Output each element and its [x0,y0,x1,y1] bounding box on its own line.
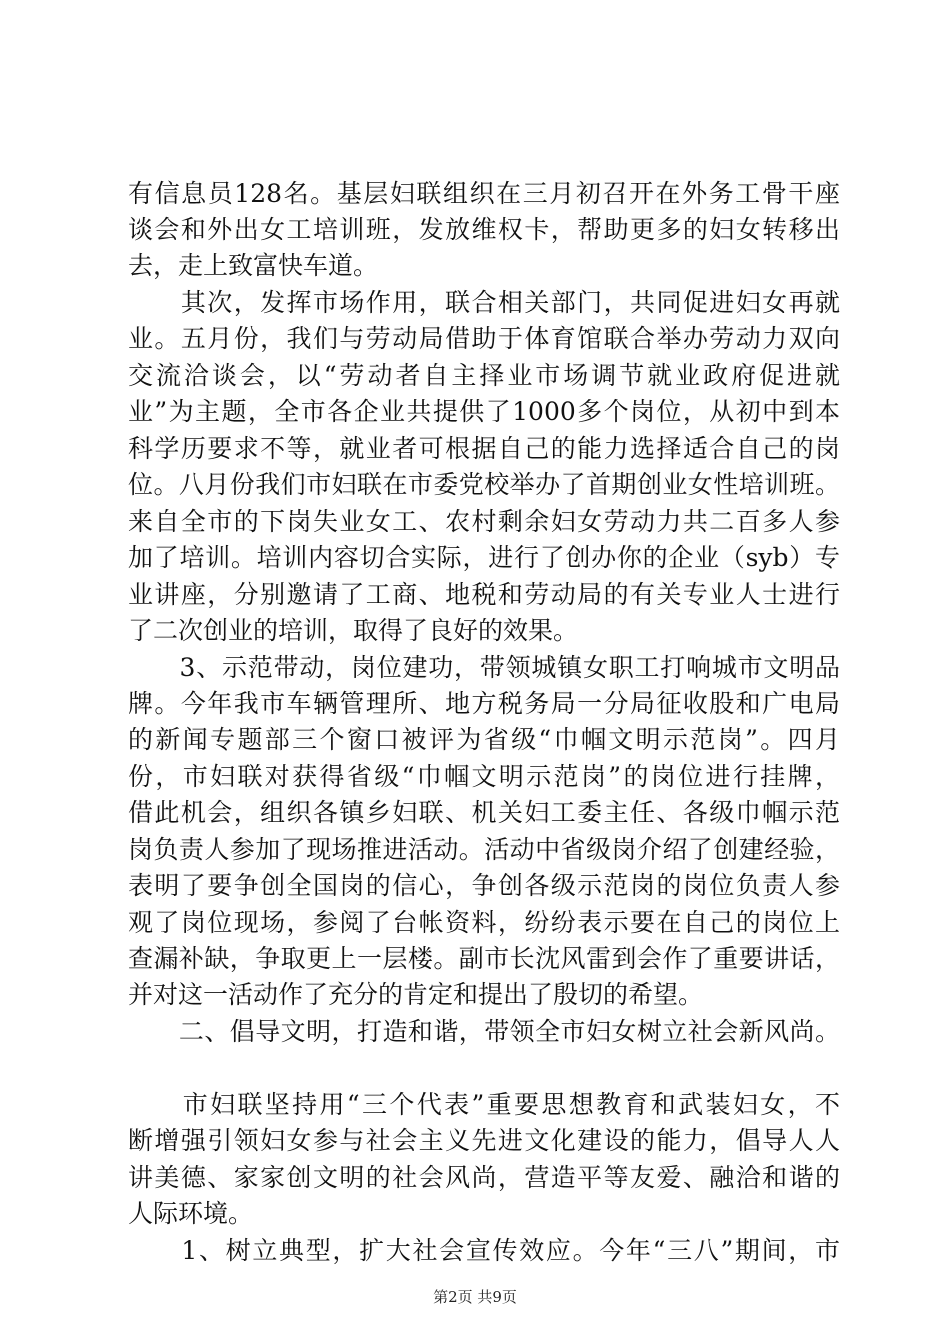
text-line: 1、树立典型，扩大社会宣传效应。今年“三八”期间，市 [128,1236,840,1265]
section-heading: 二、倡导文明，打造和谐，带领全市妇女树立社会新风尚。 [128,1017,840,1046]
text-line: 位。八月份我们市妇联在市委党校举办了首期创业女性培训班。 [128,470,840,499]
text-line: 其次，发挥市场作用，联合相关部门，共同促进妇女再就 [128,288,840,317]
text-line: 业”为主题，全市各企业共提供了1000多个岗位，从初中到本 [128,397,840,426]
text-line: 有信息员128名。基层妇联组织在三月初召开在外务工骨干座 [128,179,840,208]
text-line: 来自全市的下岗失业女工、农村剩余妇女劳动力共二百多人参 [128,507,840,536]
text-line: 岗负责人参加了现场推进活动。活动中省级岗介绍了创建经验， [128,835,840,864]
text-line: 交流洽谈会，以“劳动者自主择业市场调节就业政府促进就 [128,361,840,390]
text-line: 市妇联坚持用“三个代表”重要思想教育和武装妇女，不 [128,1090,840,1119]
text-line: 业讲座，分别邀请了工商、地税和劳动局的有关专业人士进行 [128,580,840,609]
text-line: 的新闻专题部三个窗口被评为省级“巾帼文明示范岗”。四月 [128,725,840,754]
text-line: 谈会和外出女工培训班，发放维权卡，帮助更多的妇女转移出 [128,215,840,244]
text-line: 讲美德、家家创文明的社会风尚，营造平等友爱、融洽和谐的 [128,1163,840,1192]
text-line: 去，走上致富快车道。 [128,251,379,280]
text-line: 份，市妇联对获得省级“巾帼文明示范岗”的岗位进行挂牌， [128,762,840,791]
text-line: 业。五月份，我们与劳动局借助于体育馆联合举办劳动力双向 [128,324,840,353]
text-line: 借此机会，组织各镇乡妇联、机关妇工委主任、各级巾帼示范 [128,798,840,827]
text-line: 牌。今年我市车辆管理所、地方税务局一分局征收股和广电局 [128,689,840,718]
text-line: 断增强引领妇女参与社会主义先进文化建设的能力，倡导人人 [128,1126,840,1155]
text-line: 科学历要求不等，就业者可根据自己的能力选择适合自己的岗 [128,434,840,463]
text-line: 了二次创业的培训，取得了良好的效果。 [128,616,579,645]
text-line: 并对这一活动作了充分的肯定和提出了殷切的希望。 [128,980,704,1009]
text-line: 人际环境。 [128,1199,254,1228]
text-line: 表明了要争创全国岗的信心，争创各级示范岗的岗位负责人参 [128,871,840,900]
text-line: 加了培训。培训内容切合实际，进行了创办你的企业（syb）专 [128,543,840,572]
text-line: 查漏补缺，争取更上一层楼。副市长沈风雷到会作了重要讲话， [128,944,840,973]
text-line: 3、示范带动，岗位建功，带领城镇女职工打响城市文明品 [128,653,840,682]
text-line: 观了岗位现场，参阅了台帐资料，纷纷表示要在自己的岗位上 [128,908,840,937]
page-footer: 第2页 共9页 [433,1288,517,1306]
